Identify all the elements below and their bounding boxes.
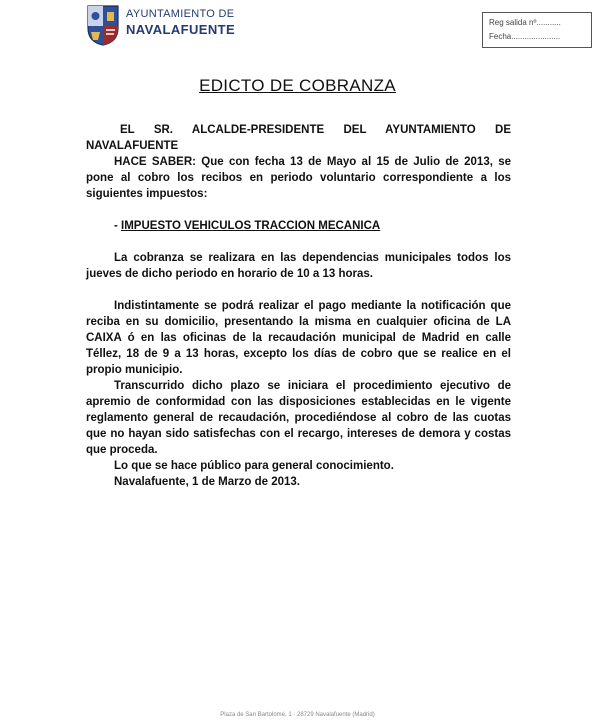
tax-item [86,218,511,234]
document-title: EDICTO DE COBRANZA [199,76,396,95]
tax-item-dash: - [114,220,122,232]
paragraph-apremio: Transcurrido dicho plazo se iniciara el procedimiento ejecutivo de apremio de conformidad con las disposiciones establecidas en le vigente reglamento general de recaudación, procediéndose al cobro de las cuotas que no hayan sido satisfechas con el recargo, intereses de demora y costas que proceda. [86,380,511,456]
paragraph-cobranza: La cobranza se realizara en las dependencias municipales todos los jueves de dicho periodo en horario de 10 a 13 horas. [86,252,511,280]
letterhead [86,4,561,46]
hace-saber-lead: HACE SABER: [114,156,196,168]
reg-salida-field: Reg salida nº........... [489,18,561,27]
paragraph-conocimiento: Lo que se hace público para general conocimiento. [114,460,394,472]
document-body [86,122,511,490]
paragraph-pago: Indistintamente se podrá realizar el pago mediante la notificación que reciba en su domicilio, presentando la misma en cualquier oficina de LA CAIXA ó en las oficinas de la recaudación municipal de Madrid en calle Téllez, 18 de 9 a 13 horas, excepto los días de cobro que se realice en el propio municipio. [86,300,511,376]
hace-saber-text: Que con fecha 13 de Mayo al 15 de Julio de 2013, se pone al cobro los recibos en periodo voluntario correspondiente a los siguientes impuestos: [86,156,512,200]
paragraph-fecha-lugar: Navalafuente, 1 de Marzo de 2013. [114,476,300,488]
fecha-field: Fecha...................... [489,32,561,41]
org-top-line: AYUNTAMIENTO DE [126,8,235,20]
registry-box [482,12,592,48]
footer-address: Plaza de San Bartolomé, 1 · 28729 Navalafuente (Madrid) [220,712,375,718]
paragraph-mayor: EL SR. ALCALDE-PRESIDENTE DEL AYUNTAMIENTO DE NAVALAFUENTE [86,124,511,152]
org-name-line: NAVALAFUENTE [126,22,236,37]
coat-of-arms-icon [86,4,120,46]
tax-item-name: IMPUESTO VEHICULOS TRACCION MECANICA [121,220,381,232]
paragraph-hace-saber [86,154,511,202]
organization-name [126,8,235,37]
